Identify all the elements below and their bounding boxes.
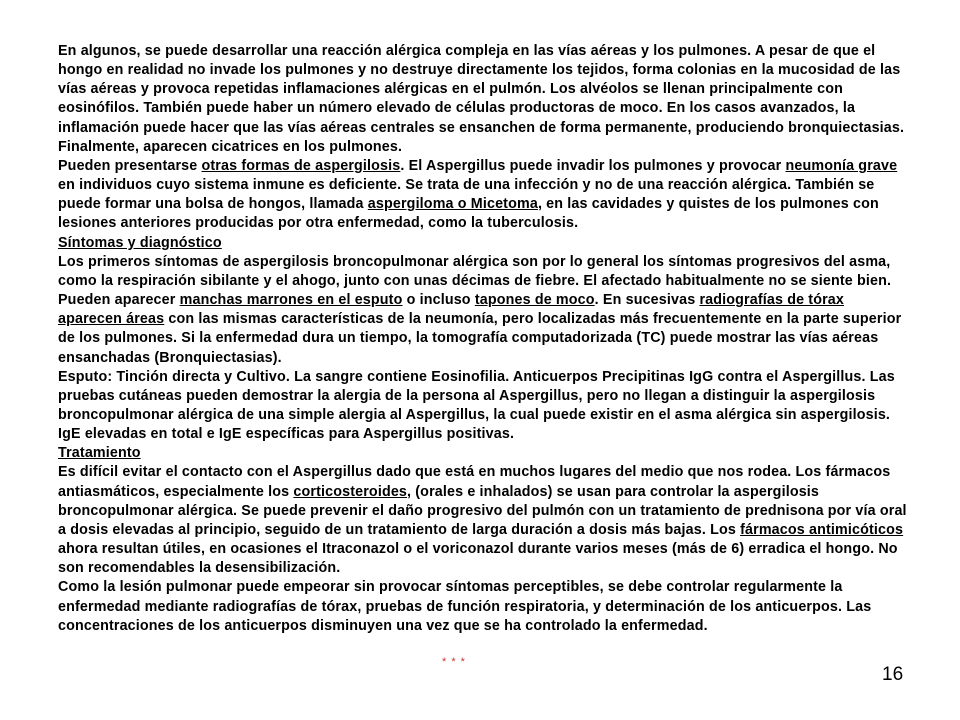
text: ahora resultan útiles, en ocasiones el Itraconazol o el voriconazol durante varios meses (más de 6) erradica el hongo. No son recomendables la desensibilización. [58,541,898,577]
heading-tratamiento-link[interactable]: Tratamiento [58,445,141,462]
paragraph-treatment [58,463,910,578]
text: , en las cavidades y quistes de los pulmones con lesiones anteriores producidas por otra enfermedad, como la tuberculosis. [58,196,879,232]
text: en individuos cuyo sistema inmune es deficiente. Se trata de una infección y no de una reacción alérgica. También se puede formar una bolsa de hongos, llamada [58,177,875,213]
link-manchas-marrones[interactable]: manchas marrones en el esputo [179,292,403,309]
text: , (orales e inhalados) se usan para controlar la aspergilosis broncopulmonar alérgica. Se puede prevenir el daño progresivo del pulmón con un tratamiento de prednisona por vía oral a dosis elevadas al principio, seguido de un tratamiento de larga duración a dosis más bajas. Los [58,483,907,538]
paragraph-symptoms [58,253,910,368]
text: o incluso [402,292,475,309]
link-radiografias[interactable]: radiografías de tórax aparecen áreas [58,292,845,328]
paragraph-allergic-reaction: En algunos, se puede desarrollar una reacción alérgica compleja en las vías aéreas y los pulmones. A pesar de que el hongo en realidad no invade los pulmones y no destruye directamente los tejidos, forma colonias en la mucosidad de las vías aéreas y provoca repetidas inflamaciones alérgicas en el pulmón. Los alvéolos se llenan principalmente con eosinófilos. También puede haber un número elevado de células productoras de moco. En los casos avanzados, la inflamación puede hacer que las vías aéreas centrales se ensanchen de forma permanente, produciendo bronquiectasias. Finalmente, aparecen cicatrices en los pulmones. [58,43,905,155]
link-otras-formas[interactable]: otras formas de aspergilosis [201,157,401,174]
link-aspergiloma[interactable]: aspergiloma o Micetoma [367,196,538,213]
text: Es difícil evitar el contacto con el Aspergillus dado que está en muchos lugares del medio que nos rodea. Los fármacos antiasmáticos, especialmente los [58,464,891,500]
link-neumonia-grave[interactable]: neumonía grave [785,157,898,174]
page-number: 16 [882,664,904,685]
text: Los primeros síntomas de aspergilosis broncopulmonar alérgica son por lo general los síntomas progresivos del asma, como la respiración sibilante y el ahogo, junto con unas décimas de fiebre. El afectado habitualmente no se siente bien. Pueden aparecer [58,253,892,309]
text: Pueden presentarse [58,157,202,174]
text: . El Aspergillus puede invadir los pulmones y provocar [400,157,786,174]
heading-sintomas-link[interactable]: Síntomas y diagnóstico [58,234,222,251]
paragraph-diagnosis: Esputo: Tinción directa y Cultivo. La sangre contiene Eosinofilia. Anticuerpos Precipitinas IgG contra el Aspergillus. Las pruebas cutáneas pueden demostrar la alergia de la persona al Aspergillus, pero no llegan a distinguir la aspergilosis broncopulmonar alérgica de una simple alergia al Aspergillus, la cual puede existir en el asma alérgica sin aspergilosis. IgE elevadas en total e IgE específicas para Aspergillus positivas. [58,368,895,443]
text: con las mismas características de la neumonía, pero localizadas más frecuentemente en la parte superior de los pulmones. Si la enfermedad dura un tiempo, la tomografía computadorizada (TC) puede mostrar las vías aéreas ensanchadas (Bronquiectasias). [58,311,902,366]
footer-mark: * * * [442,656,466,668]
link-tapones-de-moco[interactable]: tapones de moco [474,292,595,309]
link-farmacos-antimicoticos[interactable]: fármacos antimicóticos [740,521,904,538]
paragraph-monitoring: Como la lesión pulmonar puede empeorar sin provocar síntomas perceptibles, se debe controlar regularmente la enfermedad mediante radiografías de tórax, pruebas de función respiratoria, y determinación de los anticuerpos. Las concentraciones de los anticuerpos disminuyen una vez que se ha controlado la enfermedad. [58,579,872,634]
paragraph-other-forms [58,157,910,234]
heading-sintomas [58,234,910,253]
document-body [58,42,910,636]
text: . En sucesivas [594,292,700,309]
heading-tratamiento [58,444,910,463]
link-corticosteroides[interactable]: corticosteroides [293,483,408,500]
